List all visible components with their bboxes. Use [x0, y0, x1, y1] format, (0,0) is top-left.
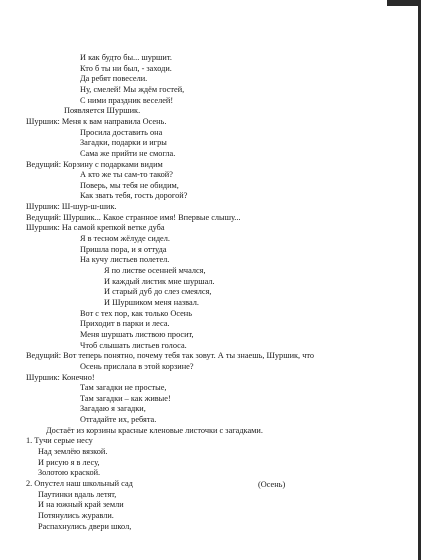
text-line: И Шуршиком меня назвал.	[104, 297, 199, 307]
text-line: Ведущий: Вот теперь понятно, почему тебя так зовут. А ты знаешь, Шуршик, что	[26, 351, 315, 361]
text-line: На кучу листьев полетел.	[80, 255, 170, 265]
text-line: Над землёю вязкой.	[38, 447, 108, 457]
text-line: Достаёт из корзины красные кленовые листочки с загадками.	[46, 425, 263, 435]
text-line: Там загадки не простые,	[80, 383, 167, 393]
text-line: Приходит в парки и леса.	[80, 319, 170, 329]
text-line: Загадаю я загадки,	[80, 404, 146, 414]
text-line: Осень прислала в этой корзине?	[80, 361, 194, 371]
text-line: Ведущий: Корзину с подарками видим	[26, 159, 163, 169]
text-line: Паутинки вдаль летят,	[38, 489, 117, 499]
text-line: 1. Тучи серые несу	[26, 436, 93, 446]
text-line: Кто б ты ни был, - заходи.	[80, 63, 172, 73]
text-line: Сама же прийти не смогла.	[80, 148, 176, 158]
text-line: Меня шуршать листвою просит,	[80, 329, 194, 339]
text-line: Ведущий: Шуршик... Какое странное имя! Впервые слышу...	[26, 212, 241, 222]
text-line: И рисую я в лесу,	[38, 457, 100, 467]
text-line: И на южный край земли	[38, 500, 124, 510]
text-line: Да ребят повесели.	[80, 74, 148, 84]
scan-border-corner	[387, 0, 421, 6]
text-line: Я в тесном жёлуде сидел.	[80, 234, 170, 244]
text-line: И старый дуб до слез смеялся,	[104, 287, 212, 297]
text-line: Я по листве осенней мчался,	[104, 266, 206, 275]
text-line: Ну, смелей! Мы ждём гостей,	[80, 84, 185, 94]
text-line: Чтоб слышать листьев голоса.	[80, 340, 187, 350]
text-line: И как будто бы... шуршит.	[80, 53, 172, 62]
text-line: Потянулись журавли.	[38, 510, 114, 520]
text-line: С ними праздник веселей!	[80, 95, 174, 105]
text-line: И каждый листик мне шуршал.	[104, 276, 215, 286]
text-line: Шуршик: Конечно!	[26, 372, 95, 382]
text-line: Золотою краской.	[38, 468, 101, 478]
text-line: Пришла пора, и я оттуда	[80, 244, 167, 254]
text-line: А кто же ты сам-то такой?	[80, 170, 173, 180]
text-line: Появляется Шуршик.	[64, 106, 141, 116]
text-line: Распахнулись двери школ,	[38, 521, 132, 531]
text-line: Шуршик: Меня к вам направила Осень.	[26, 116, 167, 126]
text-line: Отгадайте их, ребята.	[80, 415, 157, 425]
text-line: Как звать тебя, гость дорогой?	[80, 191, 188, 201]
text-line: Вот с тех пор, как только Осень	[80, 308, 193, 318]
text-line: Поверь, мы тебя не обидим,	[80, 180, 179, 190]
text-line: Шуршик: Ш-шур-ш-шик.	[26, 202, 117, 212]
text-line: Загадки, подарки и игры	[80, 138, 167, 148]
text-line: Просила доставить она	[80, 127, 163, 137]
text-line: Шуршик: На самой крепкой ветке дуба	[26, 223, 165, 233]
riddle-answer: (Осень)	[258, 480, 286, 489]
text-line: Там загадки – как живые!	[80, 393, 171, 403]
text-line: 2. Опустел наш школьный сад	[26, 479, 133, 488]
